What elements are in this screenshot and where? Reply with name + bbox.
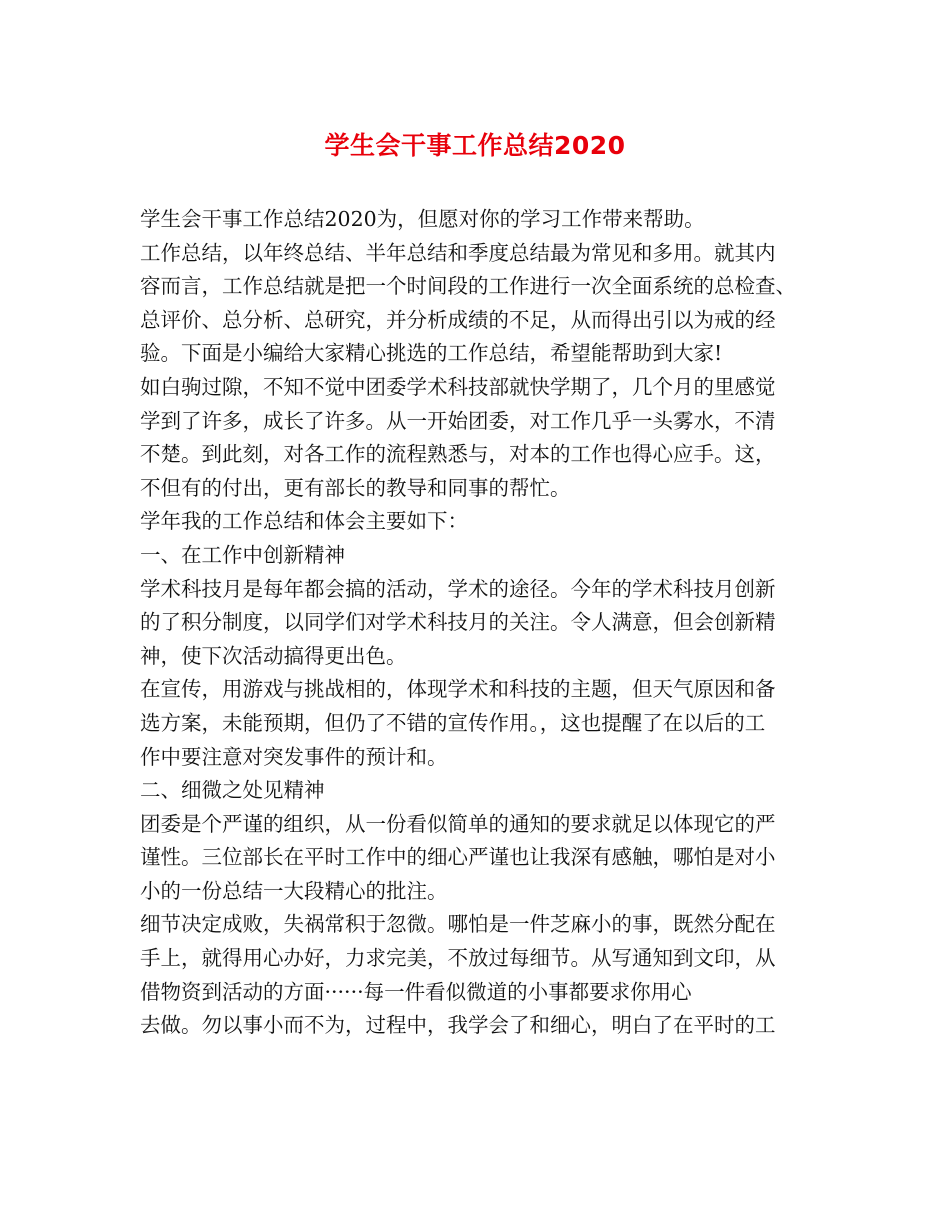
text-line: 团委是个严谨的组织，从一份看似简单的通知的要求就足以体现它的严 bbox=[140, 811, 776, 836]
section-heading: 二、细微之处见精神 bbox=[140, 778, 325, 803]
text-line: 细节决定成败，失祸常积于忽微。哪怕是一件芝麻小的事，既然分配在 bbox=[140, 912, 776, 937]
text-line: 借物资到活动的方面······每一件看似微道的小事都要求你用心 bbox=[140, 979, 692, 1004]
text-line: 总评价、总分析、总研究，并分析成绩的不足，从而得出引以为戒的经 bbox=[140, 307, 776, 332]
page-title: 学生会干事工作总结2020 bbox=[324, 131, 626, 160]
text-line: 选方案，未能预期，但仍了不错的宣传作用。，这也提醒了在以后的工 bbox=[140, 710, 766, 735]
document-body bbox=[140, 203, 830, 1043]
text-line: 的了积分制度，以同学们对学术科技月的关注。令人满意，但会创新精 bbox=[140, 610, 776, 635]
text-line: 学到了许多，成长了许多。从一开始团委，对工作几乎一头雾水，不清 bbox=[140, 408, 776, 433]
text-line: 小的一份总结一大段精心的批注。 bbox=[140, 878, 448, 903]
text-line: 学术科技月是每年都会搞的活动，学术的途径。今年的学术科技月创新 bbox=[140, 576, 776, 601]
text-line: 作中要注意对突发事件的预计和。 bbox=[140, 744, 448, 769]
text-line: 不但有的付出，更有部长的教导和同事的帮忙。 bbox=[140, 475, 571, 500]
text-line: 工作总结，以年终总结、半年总结和季度总结最为常见和多用。就其内 bbox=[140, 240, 776, 265]
text-line: 验。下面是小编给大家精心挑选的工作总结，希望能帮助到大家! bbox=[140, 341, 723, 366]
text-line: 不楚。到此刻，对各工作的流程熟悉与，对本的工作也得心应手。这， bbox=[140, 442, 776, 467]
text-line: 去做。勿以事小而不为，过程中，我学会了和细心，明白了在平时的工 bbox=[140, 1013, 776, 1038]
text-line: 谨性。三位部长在平时工作中的细心严谨也让我深有感触，哪怕是对小 bbox=[140, 845, 776, 870]
text-line: 容而言，工作总结就是把一个时间段的工作进行一次全面系统的总检查、 bbox=[140, 274, 796, 299]
text-line: 学年我的工作总结和体会主要如下： bbox=[140, 509, 468, 534]
text-line: 如白驹过隙，不知不觉中团委学术科技部就快学期了，几个月的里感觉 bbox=[140, 374, 776, 399]
text-line: 神，使下次活动搞得更出色。 bbox=[140, 643, 407, 668]
section-heading: 一、在工作中创新精神 bbox=[140, 542, 345, 567]
text-line: 学生会干事工作总结2020为，但愿对你的学习工作带来帮助。 bbox=[140, 207, 705, 231]
text-line: 在宣传，用游戏与挑战相的，体现学术和科技的主题，但天气原因和备 bbox=[140, 677, 776, 702]
text-line: 手上，就得用心办好，力求完美，不放过每细节。从写通知到文印，从 bbox=[140, 946, 776, 971]
